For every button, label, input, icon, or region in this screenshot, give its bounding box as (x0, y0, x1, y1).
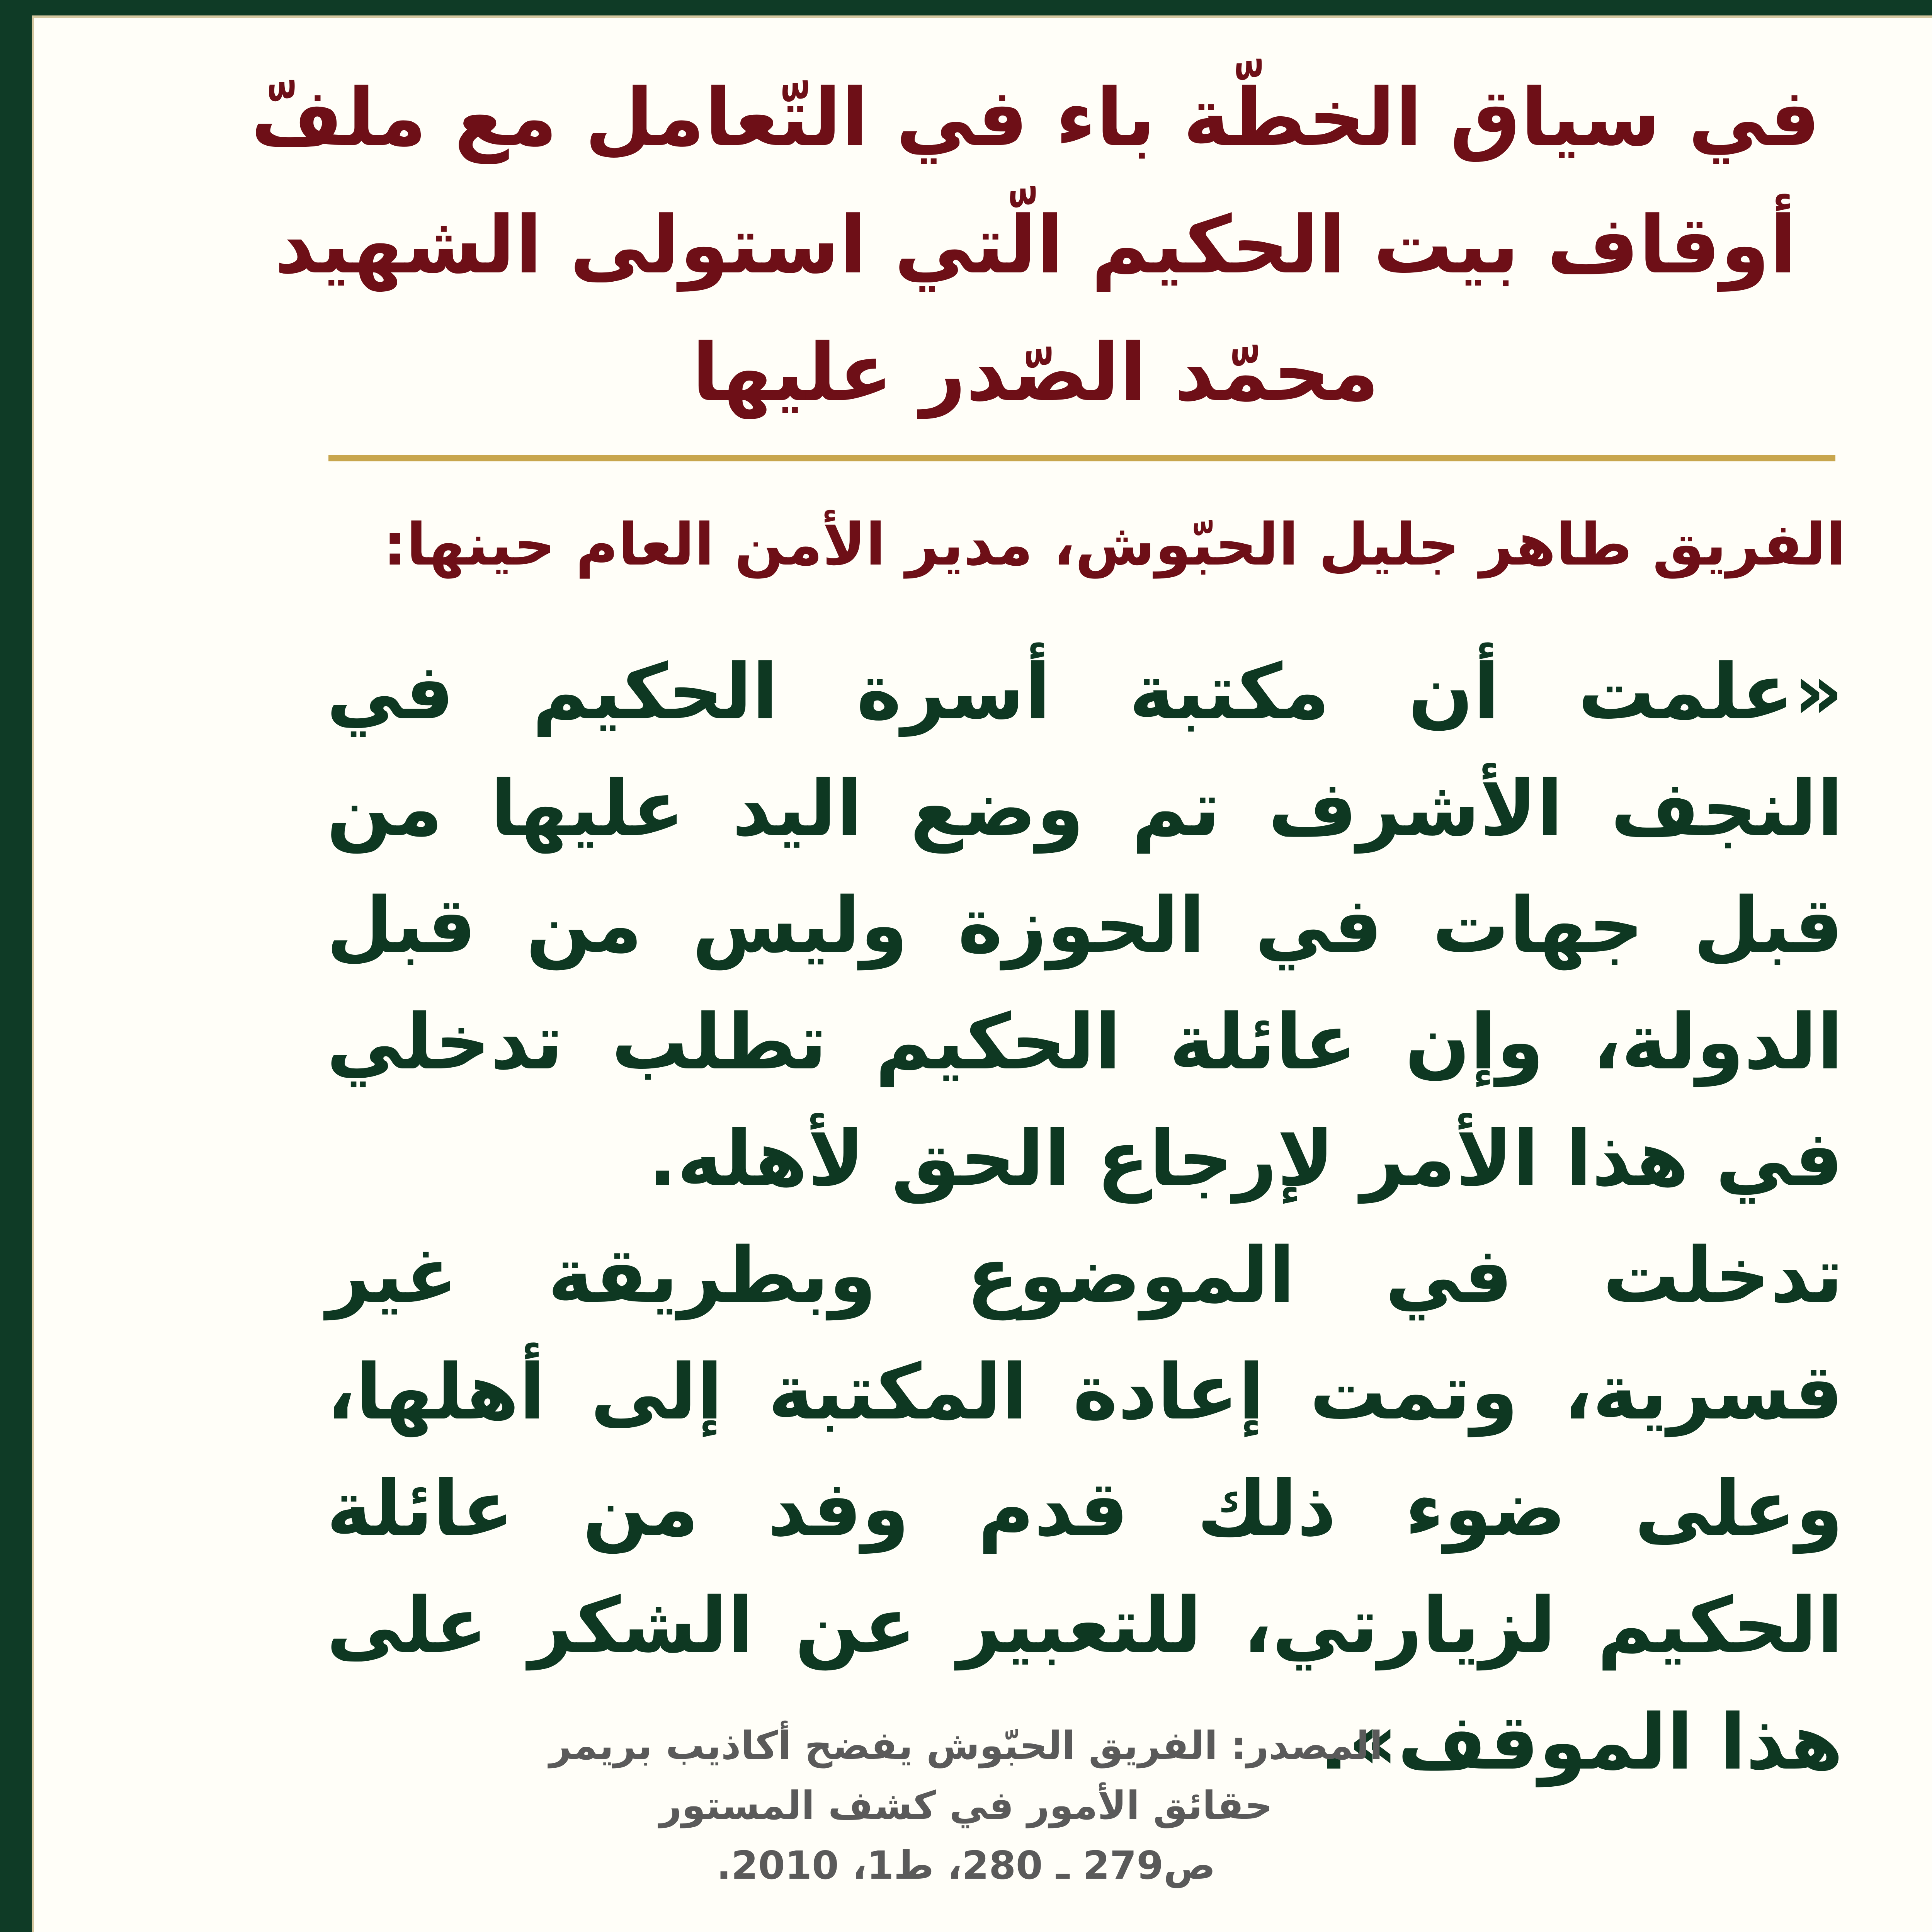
quote-paragraph-2: تدخلت في الموضوع وبطريقة غير قسرية، وتمت إعادة المكتبة إلى أهلها، وعلى ضوء ذلك قدم وفد من عائلة الحكيم لزيارتي، للتعبير عن الشكر على هذا الموقف». (327, 1231, 1843, 1787)
speaker-heading: الفريق طاهر جليل الحبّوش، مدير الأمن العام حينها: (383, 511, 1846, 578)
source-line-2: حقائق الأمور في كشف المستور (659, 1783, 1273, 1828)
title-divider (328, 455, 1835, 461)
title-line-1: في سياق الخطّة باء في التّعامل مع ملفّ (251, 72, 1820, 164)
source-citation (386, 1716, 1546, 1895)
page-title (216, 54, 1855, 437)
title-line-2: أوقاف بيت الحكيم الّتي استولى الشهيد (274, 199, 1797, 291)
title-line-3: محمّد الصّدر عليها (692, 327, 1379, 419)
source-line-1: المصدر: الفريق الحبّوش يفضح أكاذيب بريمر (549, 1723, 1383, 1768)
quote-paragraph-1: «علمت أن مكتبة أسرة الحكيم في النجف الأشرف تم وضع اليد عليها من قبل جهات في الحوزة وليس من قبل الدولة، وإن عائلة الحكيم تطلب تدخلي في هذا الأمر لإرجاع الحق لأهله. (327, 647, 1843, 1203)
source-line-3: ص279 ـ 280، ط1، 2010. (716, 1843, 1216, 1888)
main-quote (327, 634, 1843, 1801)
